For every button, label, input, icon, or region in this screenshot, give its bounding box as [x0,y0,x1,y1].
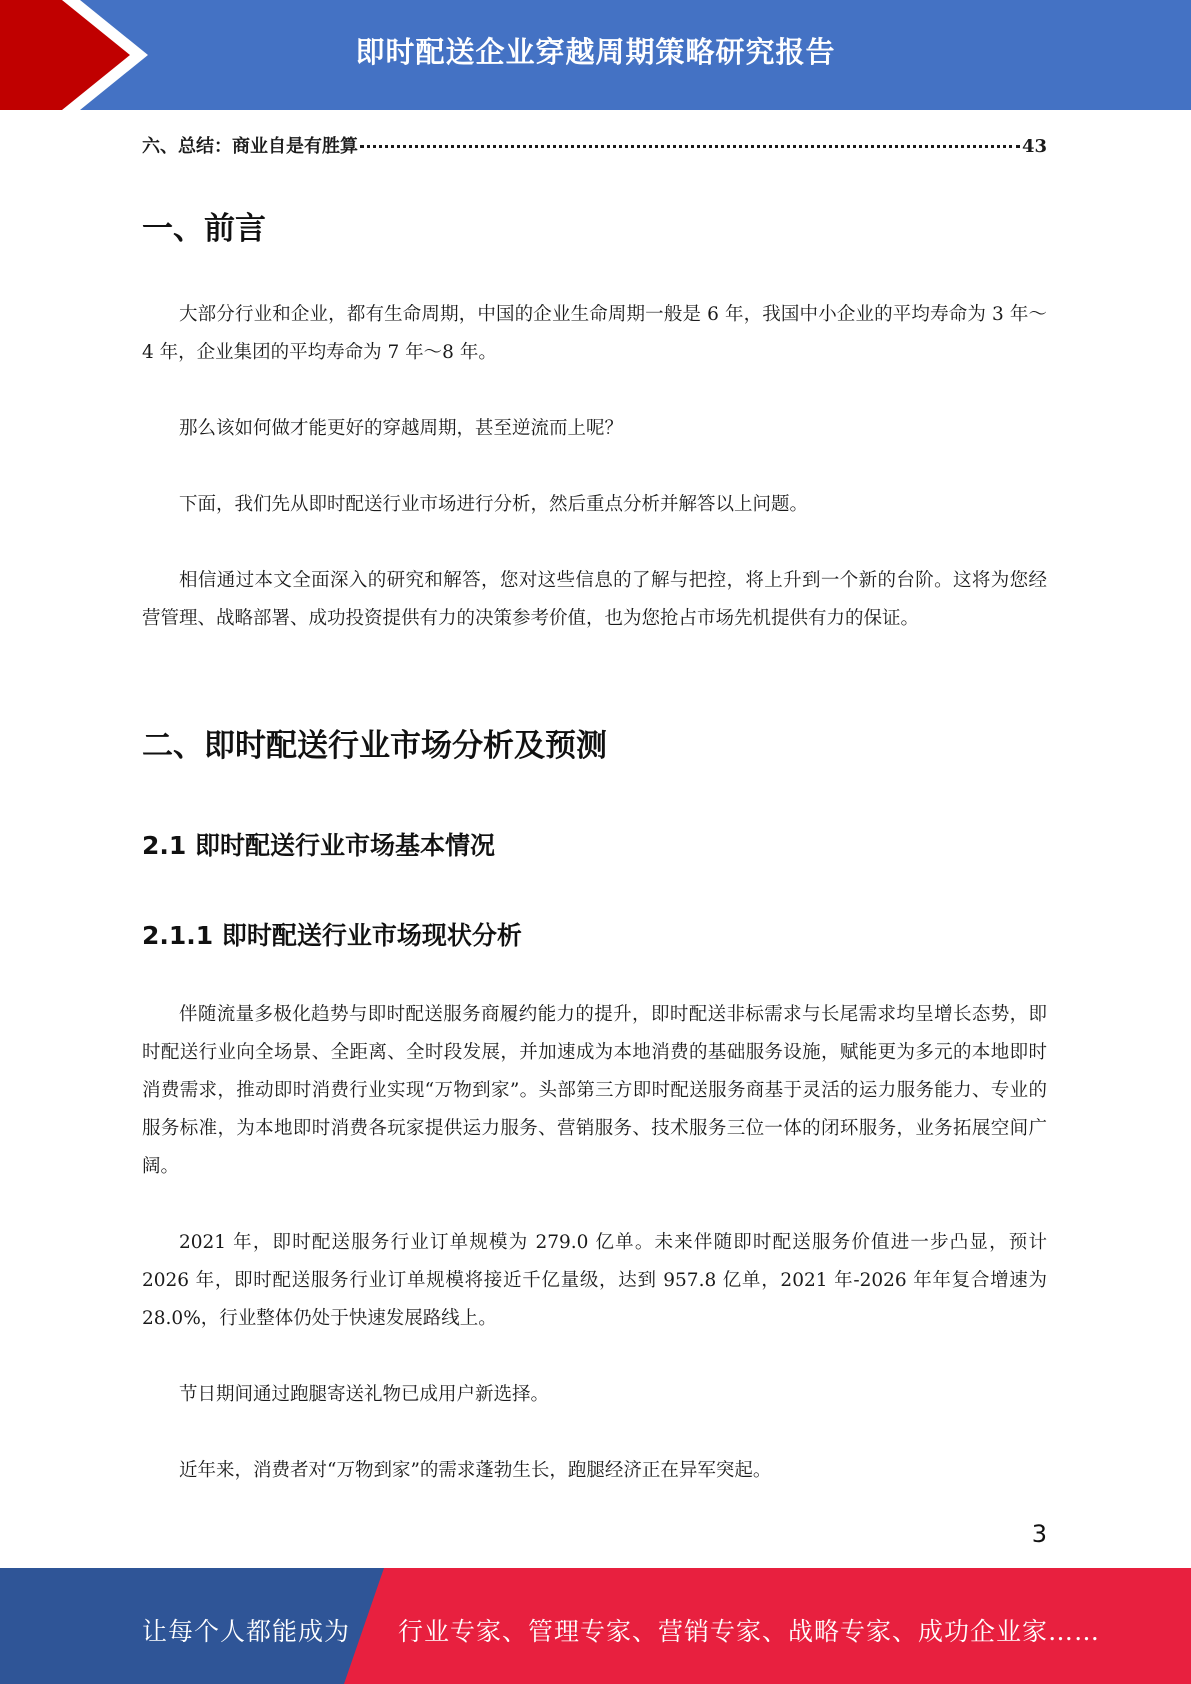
paragraph: 伴随流量多极化趋势与即时配送服务商履约能力的提升，即时配送非标需求与长尾需求均呈增长态势，即时配送行业向全场景、全距离、全时段发展，并加速成为本地消费的基础服务设施，赋能更为多元的本地即时消费需求，推动即时消费行业实现“万物到家”。头部第三方即时配送服务商基于灵活的运力服务能力、专业的服务标准，为本地即时消费各玩家提供运力服务、营销服务、技术服务三位一体的闭环服务，业务拓展空间广阔。 [142,1004,1047,1177]
page-number: 3 [1031,1520,1047,1548]
section-heading-market-analysis: 二、即时配送行业市场分析及预测 [142,728,607,764]
toc-entry[interactable] [142,132,1047,158]
section-heading-preface: 一、前言 [142,211,266,247]
header-banner [0,0,1191,110]
paragraph: 下面，我们先从即时配送行业市场进行分析，然后重点分析并解答以上问题。 [179,494,809,515]
footer-banner [0,1568,1191,1684]
paragraph: 节日期间通过跑腿寄送礼物已成用户新选择。 [179,1384,550,1405]
subsection-heading-2-1: 2.1 即时配送行业市场基本情况 [142,831,495,860]
toc-leader-dots [360,145,1020,148]
subsection-heading-2-1-1: 2.1.1 即时配送行业市场现状分析 [142,921,522,950]
toc-entry-page: 43 [1021,136,1047,157]
footer-slogan-left: 让每个人都能成为 [142,1617,351,1646]
paragraph: 2021 年，即时配送服务行业订单规模为 279.0 亿单。未来伴随即时配送服务价值进一步凸显，预计 2026 年，即时配送服务行业订单规模将接近千亿量级，达到 957.8 亿单，2021 年-2026 年年复合增速为 28.0%，行业整体仍处于快速发展路线上。 [142,1232,1047,1329]
paragraph: 大部分行业和企业，都有生命周期，中国的企业生命周期一般是 6 年，我国中小企业的平均寿命为 3 年～4 年，企业集团的平均寿命为 7 年～8 年。 [142,304,1047,363]
paragraph: 近年来，消费者对“万物到家”的需求蓬勃生长，跑腿经济正在异军突起。 [179,1460,772,1481]
footer-slogan-right: 行业专家、管理专家、营销专家、战略专家、成功企业家…… [398,1617,1101,1646]
toc-entry-label: 六、总结：商业自是有胜算 [142,136,358,157]
paragraph: 相信通过本文全面深入的研究和解答，您对这些信息的了解与把控，将上升到一个新的台阶。这将为您经营管理、战略部署、成功投资提供有力的决策参考价值，也为您抢占市场先机提供有力的保证。 [142,570,1047,629]
paragraph: 那么该如何做才能更好的穿越周期，甚至逆流而上呢？ [179,418,624,439]
report-title: 即时配送企业穿越周期策略研究报告 [355,35,836,69]
